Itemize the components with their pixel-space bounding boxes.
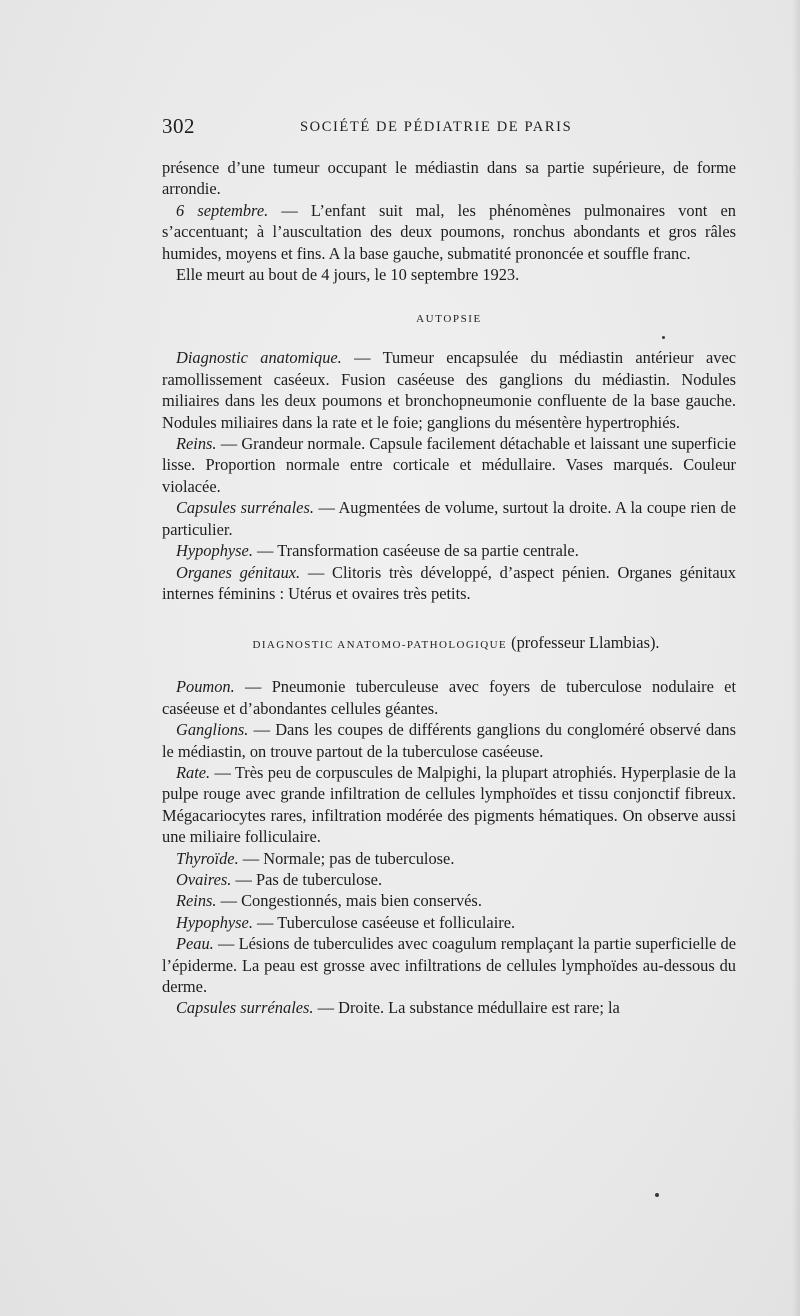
paragraph-capsules-surrenales: Capsules surrénales. — Augmentées de volume, surtout la droite. A la coupe rien de particulier. bbox=[162, 498, 736, 539]
paragraph-diagnostic-anatomique: Diagnostic anatomique. — Tumeur encapsulée du médiastin antérieur avec ramollissement caséeux. Fusion caséeuse des ganglions du médiastin. Nodules miliaires dans les deux poumons et bronchopneumonie confluente de la base gauche. Nodules miliaires dans la rate et le foie; ganglions du mésentère hypertrophiés. bbox=[162, 348, 736, 432]
page-number: 302 bbox=[162, 114, 195, 138]
paragraph-ganglions: Ganglions. — Dans les coupes de différents ganglions du congloméré observé dans le médiastin, on trouve partout de la tuberculose caséeuse. bbox=[162, 720, 736, 761]
paragraph-peau: Peau. — Lésions de tuberculides avec coagulum remplaçant la partie superficielle de l’épiderme. La peau est grosse avec infiltrations de cellules lymphoïdes au-dessous du derme. bbox=[162, 934, 736, 996]
page-header bbox=[162, 114, 734, 144]
ink-speck bbox=[662, 336, 665, 339]
section-title-autopsie: AUTOPSIE bbox=[416, 313, 482, 326]
paragraph-rate: Rate. — Très peu de corpuscules de Malpighi, la plupart atrophiés. Hyperplasie de la pulpe rouge avec grande infiltration de cellules lymphoïdes et tissu conjonctif fibreux. Mégacariocytes rares, infiltration modérée des pigments hématiques. On observe aussi une miliaire folliculaire. bbox=[162, 762, 736, 847]
paragraph-organes-genitaux: Organes génitaux. — Clitoris très développé, d’aspect pénien. Organes génitaux internes féminins : Utérus et ovaires très petits. bbox=[162, 562, 736, 603]
paragraph-capsules-surrenales-2: Capsules surrénales. — Droite. La substance médullaire est rare; la bbox=[176, 998, 620, 1018]
page-body bbox=[162, 157, 736, 1019]
paragraph-6-septembre: 6 septembre. — L’enfant suit mal, les phénomènes pulmonaires vont en s’accentuant; à l’auscultation des deux poumons, ronchus abondants et gros râles humides, moyens et fins. A la base gauche, submatité prononcée et souffle franc. bbox=[162, 200, 736, 263]
paragraph-reins-2: Reins. — Congestionnés, mais bien conservés. bbox=[176, 891, 482, 911]
running-title: SOCIÉTÉ DE PÉDIATRIE DE PARIS bbox=[300, 119, 573, 135]
paragraph-hypophyse-2: Hypophyse. — Tuberculose caséeuse et folliculaire. bbox=[176, 912, 516, 932]
paragraph-continuation: présence d’une tumeur occupant le médiastin dans sa partie supérieure, de forme arrondie. bbox=[162, 158, 736, 199]
paragraph-thyroide: Thyroïde. — Normale; pas de tuberculose. bbox=[176, 848, 455, 868]
paragraph-hypophyse: Hypophyse. — Transformation caséeuse de sa partie centrale. bbox=[176, 541, 579, 561]
paragraph-reins: Reins. — Grandeur normale. Capsule facilement détachable et laissant une superficie lisse. Proportion normale entre corticale et médullaire. Vases marqués. Couleur violacée. bbox=[162, 434, 736, 496]
section-title-diagnostic-anatomo-pathologique: DIAGNOSTIC ANATOMO-PATHOLOGIQUE (professeur Llambias). bbox=[252, 633, 660, 653]
ink-speck bbox=[655, 1193, 659, 1197]
paragraph-ovaires: Ovaires. — Pas de tuberculose. bbox=[176, 869, 383, 889]
page-edge-shadow bbox=[792, 0, 800, 1316]
paragraph-poumon: Poumon. — Pneumonie tuberculeuse avec foyers de tuberculose nodulaire et caséeuse et d’abondantes cellules géantes. bbox=[162, 677, 736, 718]
paragraph-death: Elle meurt au bout de 4 jours, le 10 septembre 1923. bbox=[176, 265, 520, 285]
